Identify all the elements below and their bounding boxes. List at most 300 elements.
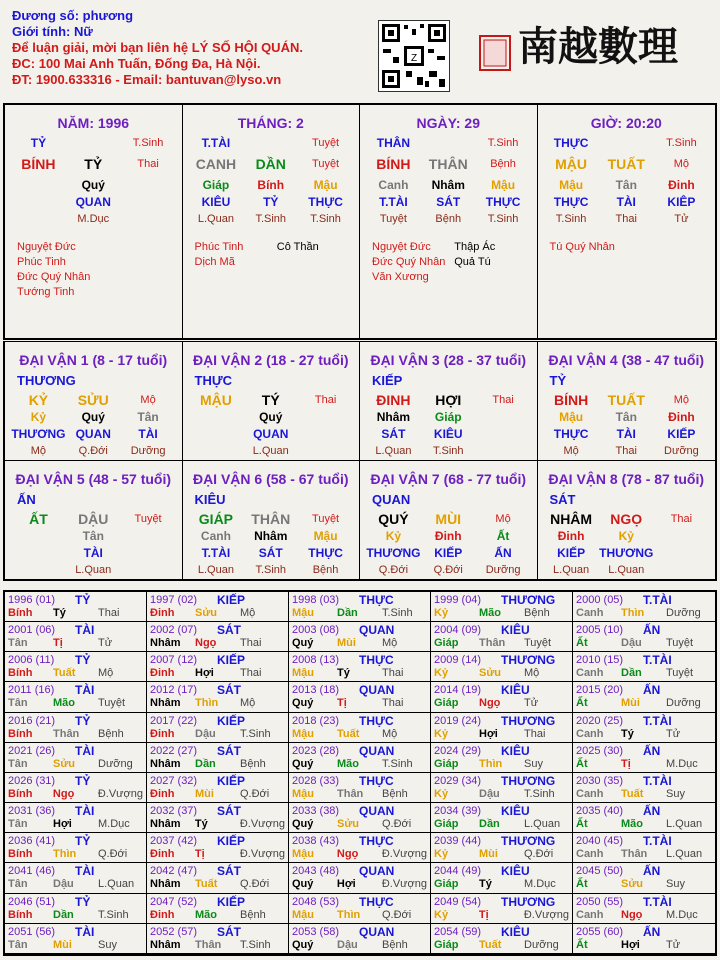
year-stem: Nhâm bbox=[150, 818, 181, 831]
qr-code-icon[interactable] bbox=[378, 20, 450, 92]
dai-van-hidden: Kỷ bbox=[618, 529, 634, 543]
year-stage: M.Dục bbox=[666, 757, 698, 770]
year-cell bbox=[573, 713, 715, 743]
year-stage: Suy bbox=[98, 938, 117, 951]
year-star: ẤN bbox=[643, 683, 661, 698]
year-branch: Ngọ bbox=[621, 908, 643, 921]
year-cell bbox=[431, 894, 573, 924]
year-cell bbox=[431, 652, 573, 682]
pillar-main-cell: DẦN bbox=[255, 156, 286, 172]
year-cell bbox=[5, 803, 147, 833]
year-star: THỰC bbox=[359, 713, 394, 728]
year-cell bbox=[573, 682, 715, 712]
year-cell bbox=[5, 743, 147, 773]
year-cell bbox=[289, 773, 431, 803]
star-item: Phúc Tinh bbox=[17, 256, 66, 268]
year-label: 2012 (17) bbox=[150, 684, 198, 697]
star-item bbox=[99, 285, 181, 300]
year-branch: Tuất bbox=[621, 787, 644, 800]
year-stage: Tuyệt bbox=[666, 667, 694, 680]
year-star: KIẾP bbox=[217, 773, 246, 788]
year-star: THƯƠNG bbox=[501, 773, 556, 788]
year-label: 2022 (27) bbox=[150, 744, 198, 757]
year-row bbox=[8, 728, 143, 740]
year-row bbox=[292, 818, 427, 830]
year-branch: Dậu bbox=[479, 787, 500, 800]
year-label: 2033 (38) bbox=[292, 805, 340, 818]
dai-van-star: ẤN bbox=[17, 492, 36, 507]
year-branch: Tuất bbox=[479, 938, 502, 951]
dai-van-main: Mộ bbox=[673, 394, 690, 406]
dai-van-hidden: Quý bbox=[81, 410, 105, 424]
pillar-main-cell: TUẤT bbox=[607, 156, 645, 172]
year-star: SÁT bbox=[217, 804, 241, 819]
hidden-stage: Bệnh bbox=[435, 213, 462, 225]
pillar-main-cell: MẬU bbox=[555, 156, 588, 172]
year-stem: Tân bbox=[8, 938, 28, 951]
year-star: T.TÀI bbox=[643, 713, 672, 728]
year-cell bbox=[431, 622, 573, 652]
star-item: Dịch Mã bbox=[194, 256, 235, 268]
year-label: 2044 (49) bbox=[434, 865, 482, 878]
year-label: 2034 (39) bbox=[434, 805, 482, 818]
gender: Giới tính: Nữ bbox=[12, 24, 93, 39]
dai-van-hidden-star: TÀI bbox=[138, 427, 158, 441]
year-cell bbox=[573, 743, 715, 773]
year-row bbox=[434, 758, 569, 770]
pillar-top-cell: T.Sinh bbox=[487, 137, 519, 149]
year-cell bbox=[147, 833, 289, 863]
year-stem: Kỷ bbox=[434, 727, 449, 740]
year-star: TÀI bbox=[75, 864, 95, 879]
hidden-stem: Đinh bbox=[668, 178, 695, 192]
dai-van-stage bbox=[654, 562, 709, 579]
four-pillars-panel bbox=[3, 103, 717, 340]
year-cell bbox=[147, 682, 289, 712]
dai-van-title: ĐẠI VẬN 2 (18 - 27 tuổi) bbox=[192, 352, 349, 368]
dai-van-stage bbox=[476, 443, 531, 460]
year-cell bbox=[147, 863, 289, 893]
year-branch: Tý bbox=[337, 667, 350, 680]
year-stage: Q.Đới bbox=[98, 848, 128, 861]
year-cell bbox=[431, 682, 573, 712]
year-cell bbox=[573, 652, 715, 682]
year-stage: L.Quan bbox=[666, 848, 703, 861]
hidden-stem: Nhâm bbox=[431, 178, 465, 192]
year-stage: Bệnh bbox=[382, 938, 408, 951]
dai-van-hidden: Mậu bbox=[313, 529, 338, 543]
dai-van-stage: L.Quan bbox=[197, 564, 234, 576]
dai-van-main: Tuyệt bbox=[312, 513, 340, 525]
dai-van-hidden bbox=[189, 409, 244, 426]
year-row bbox=[434, 939, 569, 951]
year-star: TÀI bbox=[75, 804, 95, 819]
year-star: SÁT bbox=[217, 864, 241, 879]
year-cell bbox=[147, 622, 289, 652]
dai-van-hidden-star: SÁT bbox=[258, 546, 283, 560]
year-stem: Quý bbox=[292, 878, 314, 891]
dai-van-stage: Q.Đới bbox=[378, 564, 409, 576]
year-stage: Dưỡng bbox=[666, 697, 701, 710]
year-row bbox=[150, 818, 285, 830]
pillar-main bbox=[544, 156, 710, 173]
year-label: 2019 (24) bbox=[434, 714, 482, 727]
year-cell bbox=[431, 863, 573, 893]
dai-van-stage: Mộ bbox=[563, 445, 579, 457]
dai-van-main: HỢI bbox=[435, 392, 462, 408]
year-star: THƯƠNG bbox=[501, 653, 556, 668]
logo-text: 南越數理 bbox=[518, 23, 678, 70]
year-stage: Dưỡng bbox=[666, 607, 701, 619]
year-cell bbox=[289, 592, 431, 622]
dai-van-grid bbox=[11, 392, 176, 460]
dai-van-hidden-star: TÀI bbox=[616, 427, 636, 441]
year-cell bbox=[5, 592, 147, 622]
dai-van-hidden-star: TÀI bbox=[83, 546, 103, 560]
hidden-stage: Tử bbox=[674, 213, 689, 225]
year-stem: Đinh bbox=[150, 727, 175, 740]
year-stage: Tử bbox=[666, 727, 681, 740]
dai-van-stage bbox=[121, 562, 176, 579]
dai-van-main: Thai bbox=[492, 394, 514, 406]
year-branch: Thìn bbox=[53, 848, 77, 861]
year-star: THỰC bbox=[359, 773, 394, 788]
year-branch: Thìn bbox=[337, 908, 361, 921]
year-stage: T.Sinh bbox=[240, 938, 271, 951]
hidden-star: TỶ bbox=[263, 195, 279, 209]
year-label: 2052 (57) bbox=[150, 925, 198, 938]
hidden-stage bbox=[121, 211, 176, 228]
year-label: 2007 (12) bbox=[150, 654, 198, 667]
year-star: THỰC bbox=[359, 653, 394, 668]
contact-line: Để luận giải, mời bạn liên hệ LÝ SỐ HỘI QUÁN. bbox=[12, 40, 303, 55]
hidden-stage: T.Sinh bbox=[255, 213, 287, 225]
year-cell bbox=[573, 924, 715, 954]
year-stage: Đ.Vượng bbox=[381, 848, 427, 861]
star-item: Đức Quý Nhân bbox=[372, 256, 446, 268]
dai-van-hidden-star bbox=[298, 426, 353, 443]
year-star: KIÊU bbox=[501, 743, 530, 758]
year-star: SÁT bbox=[217, 683, 241, 698]
year-stem: Nhâm bbox=[150, 757, 181, 770]
dai-van-stage bbox=[11, 562, 66, 579]
dai-van-hidden bbox=[11, 528, 66, 545]
year-stem: Tân bbox=[8, 697, 28, 710]
year-row bbox=[150, 848, 285, 860]
year-stem: Ất bbox=[576, 637, 588, 650]
dai-van-2 bbox=[183, 341, 361, 460]
dai-van-hidden-star: KIÊU bbox=[433, 427, 463, 441]
year-cell bbox=[573, 863, 715, 893]
year-row bbox=[150, 939, 285, 951]
dai-van-hidden bbox=[298, 409, 353, 426]
year-label: 2053 (58) bbox=[292, 925, 340, 938]
dai-van-star: KIẾP bbox=[372, 373, 403, 388]
year-branch: Thìn bbox=[621, 607, 645, 619]
year-stem: Đinh bbox=[150, 787, 175, 800]
pillar-top bbox=[189, 135, 354, 152]
year-row bbox=[150, 697, 285, 709]
year-stage: Suy bbox=[666, 787, 685, 800]
year-label: 2028 (33) bbox=[292, 774, 340, 787]
year-cell bbox=[573, 833, 715, 863]
year-stem: Mậu bbox=[292, 727, 314, 740]
year-cell bbox=[147, 773, 289, 803]
year-cell bbox=[289, 652, 431, 682]
year-star: TÀI bbox=[75, 743, 95, 758]
year-stage: T.Sinh bbox=[240, 727, 271, 740]
dai-van-stage: Bệnh bbox=[312, 564, 339, 576]
dai-van-4 bbox=[538, 341, 716, 460]
year-branch: Mùi bbox=[53, 938, 72, 951]
pillar-main-cell: Thai bbox=[137, 158, 159, 170]
year-stage: Suy bbox=[666, 878, 685, 891]
year-stem: Mậu bbox=[292, 787, 314, 800]
hidden-stem: Giáp bbox=[202, 178, 230, 192]
year-branch: Dần bbox=[621, 667, 642, 680]
dai-van-title: ĐẠI VẬN 3 (28 - 37 tuổi) bbox=[370, 352, 527, 368]
dai-van-hidden: Canh bbox=[200, 529, 231, 543]
year-star: KIẾP bbox=[217, 653, 246, 668]
owner-name: Đương số: phương bbox=[12, 8, 134, 23]
year-cell bbox=[5, 622, 147, 652]
year-star: KIÊU bbox=[501, 623, 530, 638]
year-label: 2055 (60) bbox=[576, 925, 624, 938]
year-stem: Canh bbox=[576, 908, 604, 921]
dai-van-hidden: Kỷ bbox=[30, 410, 47, 424]
hidden-stage: T.Sinh bbox=[310, 213, 341, 225]
hidden-star: THỰC bbox=[485, 195, 521, 209]
year-label: 2016 (21) bbox=[8, 714, 56, 727]
pillar-top-cell: TỶ bbox=[30, 136, 47, 150]
dai-van-star: KIÊU bbox=[194, 492, 226, 507]
year-stem: Ất bbox=[576, 757, 588, 770]
year-branch: Sửu bbox=[337, 818, 360, 831]
year-stem: Bính bbox=[8, 727, 33, 740]
year-star: THƯƠNG bbox=[501, 713, 556, 728]
year-label: 2013 (18) bbox=[292, 684, 340, 697]
year-star: TỶ bbox=[75, 834, 91, 849]
year-stem: Ất bbox=[576, 697, 588, 710]
dai-van-hidden-star: QUAN bbox=[253, 427, 289, 441]
dai-van-title: ĐẠI VẬN 6 (58 - 67 tuổi) bbox=[192, 471, 349, 487]
dai-van-panel bbox=[3, 341, 717, 581]
hidden-stem bbox=[11, 177, 66, 194]
year-branch: Sửu bbox=[195, 607, 218, 619]
pillar-main bbox=[366, 156, 531, 173]
year-cell bbox=[147, 743, 289, 773]
dai-van-hidden-star: THỰC bbox=[308, 546, 343, 560]
year-label: 2011 (16) bbox=[8, 684, 55, 697]
year-star: QUAN bbox=[359, 623, 395, 638]
year-star: KIẾP bbox=[217, 593, 246, 607]
dai-van-hidden bbox=[121, 528, 176, 545]
dai-van-hidden-star: THƯƠNG bbox=[11, 427, 66, 441]
star-item bbox=[99, 240, 181, 255]
dai-van-grid bbox=[544, 511, 710, 579]
year-stem: Nhâm bbox=[150, 938, 181, 951]
dai-van-hidden: Ất bbox=[496, 529, 510, 543]
year-stem: Nhâm bbox=[150, 637, 181, 650]
year-stem: Mậu bbox=[292, 667, 314, 680]
dai-van-main: MÙI bbox=[435, 511, 462, 527]
year-row bbox=[292, 758, 427, 770]
year-row bbox=[576, 788, 711, 800]
year-row bbox=[292, 667, 427, 679]
year-stage: Q.Đới bbox=[524, 848, 554, 861]
year-stage: Mộ bbox=[382, 637, 398, 650]
dai-van-hidden-star: T.TÀI bbox=[201, 546, 231, 560]
dai-van-hidden-star: KIẾP bbox=[667, 427, 696, 441]
hidden-stage: Thai bbox=[615, 213, 637, 225]
dai-van-main: GIÁP bbox=[198, 511, 234, 527]
dai-van-hidden: Nhâm bbox=[376, 410, 411, 424]
pillar-main-cell: Bệnh bbox=[490, 158, 516, 170]
star-item: Tướng Tinh bbox=[17, 286, 75, 298]
year-cell bbox=[573, 592, 715, 622]
year-branch: Dậu bbox=[53, 878, 74, 891]
year-cell bbox=[5, 924, 147, 954]
year-branch: Hợi bbox=[195, 667, 214, 680]
year-branch: Mão bbox=[337, 757, 359, 770]
year-stem: Mậu bbox=[292, 848, 314, 861]
dai-van-stage: L.Quan bbox=[75, 564, 112, 576]
pillar-main-cell: CANH bbox=[195, 156, 237, 172]
dai-van-main: TÝ bbox=[261, 392, 280, 408]
year-branch: Dần bbox=[337, 607, 358, 619]
dai-van-main: Mộ bbox=[140, 394, 156, 406]
year-stem: Canh bbox=[576, 727, 604, 740]
dai-van-stage: Q.Đới bbox=[78, 445, 108, 457]
pillar-top-cell: T.TÀI bbox=[201, 136, 231, 150]
year-branch: Thân bbox=[479, 637, 506, 650]
dai-van-grid bbox=[544, 392, 710, 460]
year-stage: Bệnh bbox=[240, 757, 266, 770]
year-row bbox=[8, 607, 143, 619]
dai-van-hidden-star bbox=[476, 426, 531, 443]
year-row bbox=[576, 939, 711, 951]
hidden-stem: Quý bbox=[81, 178, 105, 192]
year-stem: Đinh bbox=[150, 848, 175, 861]
pillar-main-cell: Tuyệt bbox=[312, 158, 340, 170]
year-stem: Mậu bbox=[292, 607, 314, 619]
year-cell bbox=[147, 924, 289, 954]
year-stage: Thai bbox=[382, 667, 404, 680]
dai-van-hidden: Đinh bbox=[434, 529, 462, 543]
pillar-4 bbox=[538, 105, 716, 338]
year-stage: M.Dục bbox=[98, 818, 130, 831]
pillar-top-cell: T.Sinh bbox=[666, 137, 697, 149]
year-label: 2001 (06) bbox=[8, 624, 56, 637]
year-row bbox=[292, 788, 427, 800]
year-stem: Quý bbox=[292, 938, 314, 951]
yearly-table bbox=[3, 590, 717, 956]
dai-van-grid bbox=[189, 392, 354, 460]
hidden-star: TÀI bbox=[616, 195, 636, 209]
dai-van-8 bbox=[538, 460, 716, 579]
year-row bbox=[434, 637, 569, 649]
year-star: ẤN bbox=[643, 864, 661, 879]
year-label: 2039 (44) bbox=[434, 835, 482, 848]
year-stem: Bính bbox=[8, 848, 33, 861]
pillar-hidden bbox=[544, 177, 710, 228]
year-label: 2020 (25) bbox=[576, 714, 624, 727]
dai-van-stage bbox=[298, 443, 353, 460]
year-stage: Suy bbox=[524, 757, 543, 770]
year-label: 2027 (32) bbox=[150, 774, 198, 787]
dai-van-hidden: Quý bbox=[259, 410, 283, 424]
year-star: KIẾP bbox=[217, 834, 246, 849]
year-cell bbox=[573, 773, 715, 803]
year-cell bbox=[431, 592, 573, 622]
dai-van-star: TỶ bbox=[549, 373, 567, 388]
year-cell bbox=[147, 894, 289, 924]
dai-van-grid bbox=[366, 511, 531, 579]
dai-van-hidden bbox=[476, 409, 531, 426]
year-star: THƯƠNG bbox=[501, 894, 556, 909]
year-branch: Hợi bbox=[479, 727, 498, 740]
year-row bbox=[576, 728, 711, 740]
year-stem: Kỷ bbox=[434, 607, 449, 619]
year-row bbox=[8, 758, 143, 770]
year-stage: L.Quan bbox=[524, 818, 561, 831]
dai-van-hidden: Kỷ bbox=[385, 529, 402, 543]
year-stage: Đ.Vượng bbox=[523, 908, 569, 921]
year-cell bbox=[431, 833, 573, 863]
year-cell bbox=[147, 803, 289, 833]
year-row bbox=[8, 667, 143, 679]
year-row bbox=[434, 848, 569, 860]
year-branch: Dậu bbox=[337, 938, 358, 951]
year-label: 1999 (04) bbox=[434, 594, 482, 606]
year-branch: Tị bbox=[478, 908, 489, 921]
dai-van-stage: L.Quan bbox=[553, 564, 590, 576]
year-cell bbox=[289, 743, 431, 773]
year-cell bbox=[5, 682, 147, 712]
pillar-top-cell: THÂN bbox=[376, 136, 411, 150]
year-stem: Canh bbox=[576, 848, 604, 861]
year-star: SÁT bbox=[217, 924, 241, 939]
year-star: TÀI bbox=[75, 623, 95, 638]
dai-van-stage: Mộ bbox=[30, 445, 47, 457]
dai-van-title: ĐẠI VẬN 4 (38 - 47 tuổi) bbox=[548, 352, 705, 368]
year-cell bbox=[289, 924, 431, 954]
year-star: TỶ bbox=[75, 894, 91, 909]
dai-van-3 bbox=[360, 341, 538, 460]
year-star: QUAN bbox=[359, 743, 395, 758]
dai-van-star: THƯƠNG bbox=[17, 373, 76, 388]
year-stem: Canh bbox=[576, 667, 604, 680]
year-cell bbox=[5, 652, 147, 682]
star-item: Tú Quý Nhân bbox=[549, 241, 615, 253]
year-stage: Mộ bbox=[524, 667, 540, 680]
year-branch: Hợi bbox=[336, 878, 356, 891]
year-label: 2050 (55) bbox=[576, 895, 624, 908]
year-stage: Tuyệt bbox=[524, 637, 552, 650]
year-branch: Sửu bbox=[479, 667, 502, 680]
pillar-main-cell: BÍNH bbox=[21, 156, 56, 172]
dai-van-stage: Thai bbox=[615, 445, 637, 457]
pillar-1 bbox=[5, 105, 183, 338]
star-item: Văn Xương bbox=[372, 271, 429, 283]
year-row bbox=[576, 848, 711, 860]
year-cell bbox=[289, 863, 431, 893]
pillar-stars bbox=[372, 240, 537, 285]
year-stage: Bệnh bbox=[240, 908, 266, 921]
dai-van-main: Thai bbox=[314, 394, 337, 406]
year-cell bbox=[431, 924, 573, 954]
year-row bbox=[150, 607, 285, 619]
